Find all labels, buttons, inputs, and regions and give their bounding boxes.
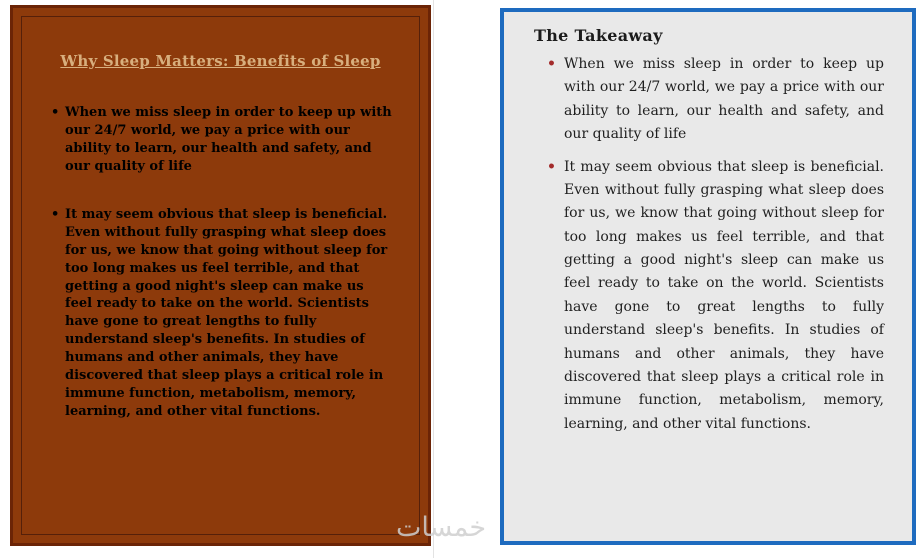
slide-right-bullet-2-text: It may seem obvious that sleep is beneficial. Even without fully grasping what sleep does for us, we know that going without sleep for too long makes us feel terrible, and that getting a good night's sleep can make us feel ready to take on the world. Scientists have gone to great lengths to fully understand sleep's benefits. In studies of humans and other animals, they have discovered that sleep plays a critical role in immune function, metabolism, memory, learning, and other vital functions. <box>564 158 884 432</box>
slide-right-bullet-1-text: When we miss sleep in order to keep up with our 24/7 world, we pay a price with our ability to learn, our health and safety, and our quality of life <box>564 56 884 143</box>
slide-right-title: The Takeaway <box>534 26 663 45</box>
slide-right <box>500 8 916 545</box>
slide-left-bullet-list <box>13 104 428 421</box>
slide-right-bullet-list <box>504 53 912 436</box>
slide-right-bullet-2 <box>564 156 884 437</box>
slide-left <box>10 5 431 546</box>
slide-left-title: Why Sleep Matters: Benefits of Sleep <box>60 52 381 70</box>
slide-left-bullet-1-text: When we miss sleep in order to keep up with our 24/7 world, we pay a price with our ability to learn, our health and safety, and our quality of life <box>65 105 392 174</box>
slide-left-bullet-1 <box>65 104 394 176</box>
slide-left-bullet-2 <box>65 206 394 421</box>
slide-left-bullet-2-text: It may seem obvious that sleep is beneficial. Even without fully grasping what sleep does for us, we know that going without sleep for too long makes us feel terrible, and that getting a good night's sleep can make us feel ready to take on the world. Scientists have gone to great lengths to fully understand sleep's benefits. In studies of humans and other animals, they have discovered that sleep plays a critical role in immune function, metabolism, memory, learning, and other vital functions. <box>65 206 388 420</box>
watermark-text: خمسات <box>396 512 487 543</box>
page-divider <box>433 0 434 558</box>
slide-right-bullet-1 <box>564 53 884 147</box>
